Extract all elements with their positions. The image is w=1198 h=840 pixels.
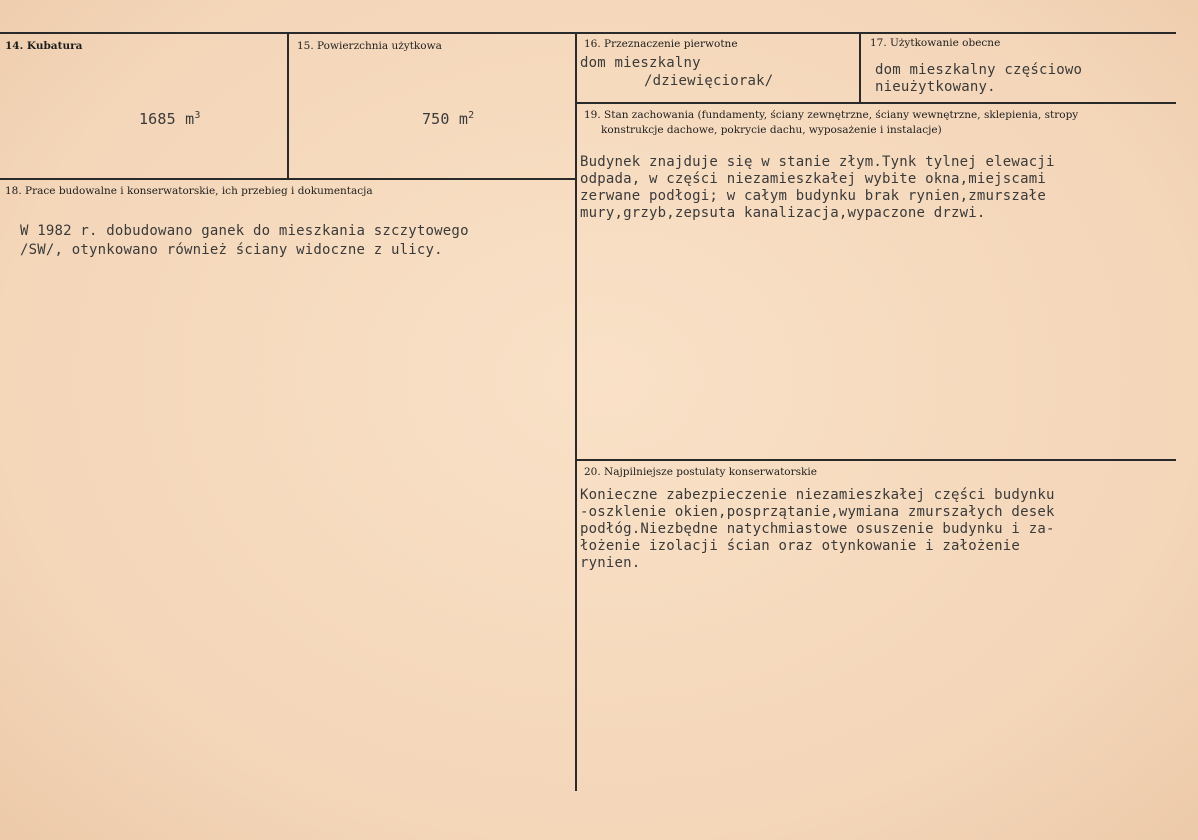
divider-14-15 bbox=[287, 33, 289, 179]
field-20-line-5: rynien. bbox=[580, 555, 641, 571]
field-19-line-1: Budynek znajduje się w stanie złym.Tynk tylnej elewacji bbox=[580, 154, 1055, 170]
field-19-label-line2: konstrukcje dachowe, pokrycie dachu, wyposażenie i instalacje) bbox=[601, 124, 942, 136]
field-17-label: 17. Użytkowanie obecne bbox=[870, 37, 1001, 49]
divider-19-20 bbox=[576, 459, 1176, 461]
field-15-unit-sup: 2 bbox=[468, 110, 475, 121]
field-20-line-1: Konieczne zabezpieczenie niezamieszkałej części budynku bbox=[580, 487, 1055, 503]
field-18-line-1: W 1982 r. dobudowano ganek do mieszkania szczytowego bbox=[20, 223, 469, 239]
field-14-unit-sup: 3 bbox=[194, 110, 201, 121]
field-14-label: 14. Kubatura bbox=[5, 40, 83, 52]
field-19-label-line1: 19. Stan zachowania (fundamenty, ściany zewnętrzne, ściany wewnętrzne, sklepienia, stropy bbox=[584, 109, 1079, 121]
field-17-value-line2: nieużytkowany. bbox=[875, 79, 996, 95]
field-15-value-text: 750 m bbox=[421, 110, 469, 128]
divider-16-17 bbox=[859, 33, 861, 103]
field-14-value-text: 1685 m bbox=[138, 110, 195, 128]
field-19-line-2: odpada, w części niezamieszkałej wybite okna,miejscami bbox=[580, 171, 1046, 187]
field-16-label: 16. Przeznaczenie pierwotne bbox=[584, 38, 738, 50]
field-18-line-2: /SW/, otynkowano również ściany widoczne z ulicy. bbox=[20, 242, 443, 258]
field-15-value bbox=[385, 90, 474, 145]
field-20-line-4: łożenie izolacji ścian oraz otynkowanie i założenie bbox=[580, 538, 1021, 554]
field-20-line-3: podłóg.Niezbędne natychmiastowe osuszenie budynku i za- bbox=[580, 521, 1055, 537]
top-border-line bbox=[0, 32, 1176, 34]
field-20-label: 20. Najpilniejsze postulaty konserwatorskie bbox=[584, 466, 817, 478]
divider-row-1 bbox=[0, 178, 576, 180]
field-19-line-4: mury,grzyb,zepsuta kanalizacja,wypaczone drzwi. bbox=[580, 205, 986, 221]
divider-16-19 bbox=[576, 102, 1176, 104]
center-divider bbox=[575, 33, 577, 791]
field-20-line-2: -oszklenie okien,posprzątanie,wymiana zmurszałych desek bbox=[580, 504, 1055, 520]
field-17-value-line1: dom mieszkalny częściowo bbox=[875, 62, 1083, 78]
field-19-line-3: zerwane podłogi; w całym budynku brak rynien,zmurszałe bbox=[580, 188, 1046, 204]
field-16-value-line1: dom mieszkalny bbox=[580, 55, 701, 71]
field-14-value bbox=[102, 90, 201, 145]
field-15-label: 15. Powierzchnia użytkowa bbox=[297, 40, 442, 52]
field-16-value-line2: /dziewięciorak/ bbox=[644, 73, 774, 89]
field-18-label: 18. Prace budowalne i konserwatorskie, ich przebieg i dokumentacja bbox=[5, 185, 373, 197]
